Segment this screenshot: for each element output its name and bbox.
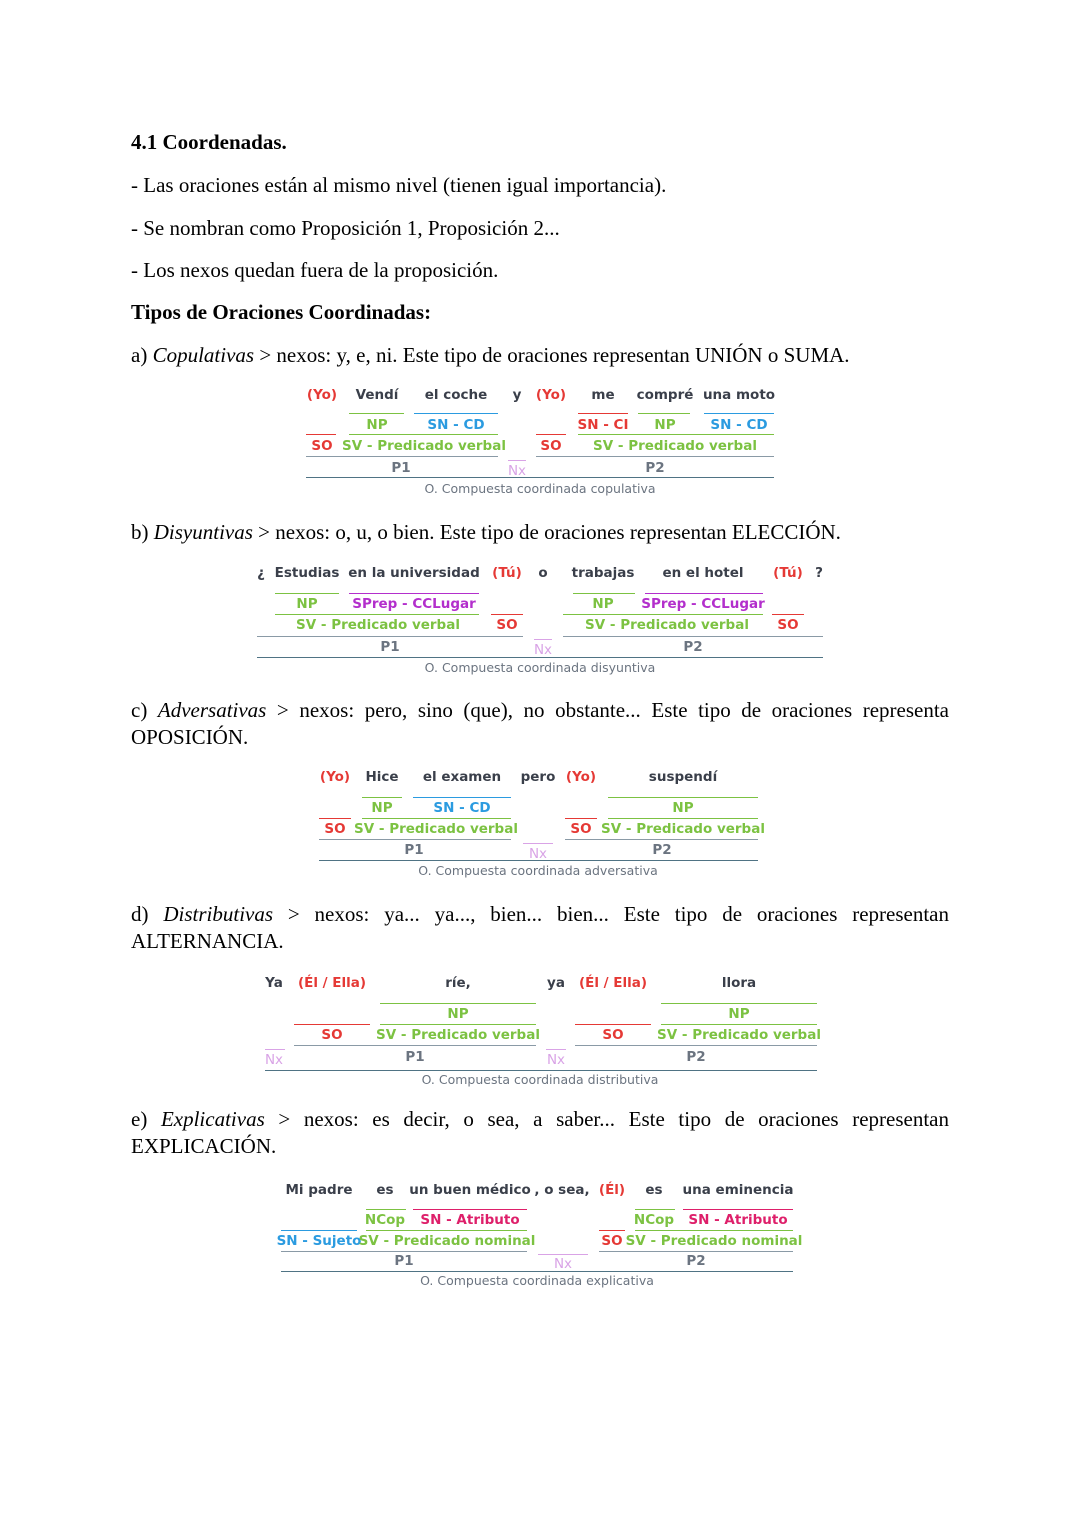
label-p2: P2 <box>645 460 665 476</box>
line <box>306 456 498 457</box>
label-np: NP <box>654 417 676 433</box>
line <box>362 818 511 819</box>
type-d-name: Distributivas <box>163 902 274 926</box>
line <box>380 1024 536 1025</box>
line <box>257 636 523 637</box>
word: Hice <box>365 769 399 785</box>
label-np: NP <box>672 800 694 816</box>
label-nx: Nx <box>528 846 548 862</box>
word: compré <box>636 387 694 403</box>
word: (Yo) <box>306 387 338 403</box>
line <box>366 1230 527 1231</box>
word: pero <box>520 769 556 785</box>
label-np: NP <box>728 1006 750 1022</box>
line <box>349 434 498 435</box>
label-np: NP <box>592 596 614 612</box>
line <box>563 614 763 615</box>
type-d-text: d) Distributivas > nexos: ya... ya..., bien... bien... Este tipo de oraciones representan ALTERNANCIA. <box>131 902 949 953</box>
label-sv: SV - Predicado verbal <box>376 1027 540 1043</box>
label-np: NP <box>371 800 393 816</box>
label-sv: SV - Predicado nominal <box>625 1233 803 1249</box>
type-b-name: Disyuntivas <box>153 520 253 544</box>
label-so: SO <box>601 1233 623 1249</box>
diagram-caption: O. Compuesta coordinada adversativa <box>418 863 658 878</box>
line <box>536 456 774 457</box>
word: (Tú) <box>773 565 803 581</box>
line <box>413 797 511 798</box>
line <box>573 593 635 594</box>
label-sn-sujeto: SN - Sujeto <box>276 1233 362 1249</box>
word: Ya <box>265 975 283 991</box>
line <box>362 797 402 798</box>
label-so: SO <box>321 1027 343 1043</box>
label-so: SO <box>602 1027 624 1043</box>
line <box>599 1230 625 1231</box>
label-nx: Nx <box>507 463 527 479</box>
line <box>635 1209 675 1210</box>
label-sv: SV - Predicado verbal <box>657 1027 821 1043</box>
label-so: SO <box>777 617 799 633</box>
line <box>349 413 404 414</box>
label-sn-cd: SN - CD <box>427 417 485 433</box>
word: o <box>538 565 548 581</box>
word: (Yo) <box>319 769 351 785</box>
type-e-name: Explicativas <box>160 1107 265 1131</box>
line <box>538 1254 588 1255</box>
line <box>608 818 758 819</box>
line <box>414 413 498 414</box>
word: Mi padre <box>285 1182 353 1198</box>
label-p2: P2 <box>683 639 703 655</box>
line <box>772 614 804 615</box>
line <box>508 460 526 461</box>
label-sn-cd: SN - CD <box>710 417 768 433</box>
line <box>319 860 758 861</box>
label-so: SO <box>311 438 333 454</box>
label-p2: P2 <box>652 842 672 858</box>
line <box>575 1024 651 1025</box>
word: (Yo) <box>535 387 567 403</box>
word: suspendí <box>648 769 718 785</box>
line <box>635 1230 793 1231</box>
types-heading: Tipos de Oraciones Coordinadas: <box>131 300 432 324</box>
label-nx: Nx <box>533 642 553 658</box>
word: trabajas <box>571 565 635 581</box>
line <box>349 593 479 594</box>
type-a-text: a) Copulativas > nexos: y, e, ni. Este tipo de oraciones representan UNIÓN o SUMA. <box>131 343 850 367</box>
word: , o sea, <box>534 1182 590 1198</box>
label-atributo: SN - Atributo <box>420 1212 520 1228</box>
line <box>565 839 758 840</box>
word: el coche <box>424 387 488 403</box>
label-p1: P1 <box>394 1253 414 1269</box>
label-ncop: NCop <box>364 1212 406 1228</box>
word: Vendí <box>355 387 399 403</box>
diagram-caption: O. Compuesta coordinada copulativa <box>424 481 656 496</box>
line <box>306 434 336 435</box>
line <box>523 843 553 844</box>
line <box>565 818 597 819</box>
line <box>294 1045 536 1046</box>
word: es <box>376 1182 394 1198</box>
line <box>257 657 823 658</box>
word: ya <box>547 975 565 991</box>
label-so: SO <box>324 821 346 837</box>
line <box>608 797 758 798</box>
label-p2: P2 <box>686 1253 706 1269</box>
word: me <box>591 387 615 403</box>
line <box>366 1209 406 1210</box>
label-sv: SV - Predicado verbal <box>342 438 506 454</box>
bullet-1: - Las oraciones están al mismo nivel (tienen igual importancia). <box>131 173 667 197</box>
label-sprep: SPrep - CCLugar <box>352 596 476 612</box>
word: (Él) <box>598 1182 626 1198</box>
line <box>281 1251 527 1252</box>
label-sv: SV - Predicado verbal <box>354 821 518 837</box>
line <box>536 434 566 435</box>
word: (Yo) <box>565 769 597 785</box>
line <box>546 1049 566 1050</box>
line <box>275 593 339 594</box>
type-b-text: b) Disyuntivas > nexos: o, u, o bien. Este tipo de oraciones representan ELECCIÓN. <box>131 520 841 544</box>
diagram-caption: O. Compuesta coordinada disyuntiva <box>424 660 656 675</box>
line <box>638 413 690 414</box>
diagram-caption: O. Compuesta coordinada explicativa <box>420 1273 654 1288</box>
line <box>265 1049 285 1050</box>
line <box>599 1251 793 1252</box>
label-sv: SV - Predicado verbal <box>601 821 765 837</box>
line <box>265 1070 817 1071</box>
word: es <box>645 1182 663 1198</box>
word: en la universidad <box>348 565 480 581</box>
line <box>319 839 511 840</box>
line <box>645 593 763 594</box>
type-a-name: Copulativas <box>152 343 255 367</box>
word: (Él / Ella) <box>578 975 648 991</box>
label-so: SO <box>496 617 518 633</box>
label-p2: P2 <box>686 1049 706 1065</box>
line <box>294 1024 370 1025</box>
word: ¿ <box>257 565 265 581</box>
label-atributo: SN - Atributo <box>688 1212 788 1228</box>
bullet-3: - Los nexos quedan fuera de la proposición. <box>131 258 499 282</box>
label-np: NP <box>366 417 388 433</box>
line <box>661 1024 817 1025</box>
word: llora <box>721 975 757 991</box>
line <box>578 413 628 414</box>
label-ncop: NCop <box>633 1212 675 1228</box>
line <box>306 477 774 478</box>
section-heading: 4.1 Coordenadas. <box>131 130 287 154</box>
word: Estudias <box>274 565 340 581</box>
type-e-text: e) Explicativas > nexos: es decir, o sea, a saber... Este tipo de oraciones representan EXPLICACIÓN. <box>131 1107 949 1158</box>
word: ? <box>815 565 823 581</box>
label-sv: SV - Predicado nominal <box>358 1233 536 1249</box>
label-sv: SV - Predicado verbal <box>296 617 460 633</box>
word: un buen médico <box>409 1182 531 1198</box>
word: en el hotel <box>662 565 744 581</box>
label-p1: P1 <box>380 639 400 655</box>
line <box>281 1271 793 1272</box>
label-sv: SV - Predicado verbal <box>593 438 757 454</box>
label-so: SO <box>570 821 592 837</box>
label-sn-cd: SN - CD <box>433 800 491 816</box>
line <box>275 614 479 615</box>
line <box>563 636 823 637</box>
line <box>413 1209 527 1210</box>
line <box>578 434 774 435</box>
line <box>534 639 552 640</box>
label-p1: P1 <box>405 1049 425 1065</box>
line <box>683 1209 793 1210</box>
word: una eminencia <box>682 1182 794 1198</box>
label-np: NP <box>447 1006 469 1022</box>
line <box>319 818 351 819</box>
label-nx: Nx <box>553 1256 573 1272</box>
type-c-text: c) Adversativas > nexos: pero, sino (que), no obstante... Este tipo de oraciones representa OPOSICIÓN. <box>131 698 949 749</box>
word: una moto <box>702 387 776 403</box>
label-sv: SV - Predicado verbal <box>585 617 749 633</box>
word: el examen <box>422 769 502 785</box>
word: y <box>512 387 522 403</box>
line <box>704 413 774 414</box>
label-sprep: SPrep - CCLugar <box>641 596 765 612</box>
word: (Él / Ella) <box>297 975 367 991</box>
label-sn-ci: SN - CI <box>577 417 629 433</box>
label-nx: Nx <box>546 1052 566 1068</box>
type-c-name: Adversativas <box>157 698 267 722</box>
word: (Tú) <box>492 565 522 581</box>
bullet-2: - Se nombran como Proposición 1, Proposición 2... <box>131 216 560 240</box>
line <box>661 1003 817 1004</box>
label-np: NP <box>296 596 318 612</box>
word: ríe, <box>445 975 471 991</box>
label-so: SO <box>540 438 562 454</box>
label-p1: P1 <box>391 460 411 476</box>
line <box>491 614 523 615</box>
line <box>380 1003 536 1004</box>
line <box>575 1045 817 1046</box>
label-p1: P1 <box>404 842 424 858</box>
label-nx: Nx <box>264 1052 284 1068</box>
diagram-caption: O. Compuesta coordinada distributiva <box>421 1072 659 1087</box>
line <box>281 1230 357 1231</box>
